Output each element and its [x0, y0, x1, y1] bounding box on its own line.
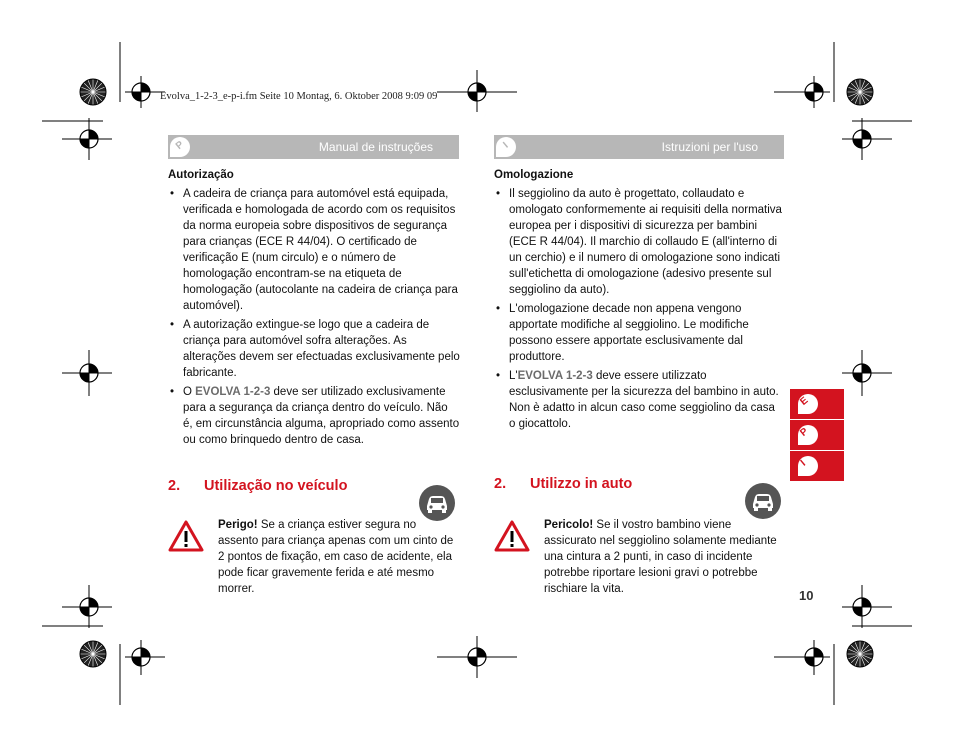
content-left	[168, 169, 460, 451]
side-tab-p	[790, 420, 844, 450]
list-item: • L'omologazione decade non appena vengono apportate modifiche al seggiolino. Le modifiche possono essere apportate esclusivamente dal produttore.	[494, 301, 784, 365]
section-title: Utilizzo in auto	[530, 476, 633, 492]
language-band-right	[494, 135, 784, 159]
list-item: • A cadeira de criança para automóvel está equipada, verificada e homologada de acordo com os requisitos da norma europeia sobre dispositivos de segurança para crianças (ECE R 44/04). O certificado de verificação E (num circulo) e o número de homologação encontram-se na etiqueta de homologação (autocolante na cadeira de criança para automóvel).	[168, 186, 460, 314]
section-number: 2.	[168, 478, 181, 494]
page-number: 10	[799, 588, 814, 603]
bullet-list	[494, 186, 784, 432]
list-item: • O EVOLVA 1-2-3 deve ser utilizado exclusivamente para a segurança da criança dentro do veículo. Não é, em circunstância alguma, apropriado como assento ou como brinquedo dentro de casa.	[168, 384, 460, 448]
section-title-left	[168, 478, 347, 494]
warning-text-left: Perigo! Se a criança estiver segura no assento para criança apenas com um cinto de 2 pontos de fixação, em caso de acidente, ela pode ficar gravemente ferida e até mesmo morrer.	[218, 519, 454, 595]
product-name: EVOLVA 1-2-3	[195, 386, 271, 398]
product-name: EVOLVA 1-2-3	[517, 370, 593, 382]
side-tab-letter: P	[798, 426, 811, 439]
section-title: Utilização no veículo	[204, 478, 348, 494]
warning-icon	[168, 520, 204, 552]
side-tab-i	[790, 451, 844, 481]
warning-label: Perigo!	[218, 519, 258, 531]
language-band-left	[168, 135, 459, 159]
warning-label: Pericolo!	[544, 519, 594, 531]
section-heading: Omologazione	[494, 169, 574, 181]
bullet-list	[168, 186, 460, 448]
warning-text-right: Pericolo! Se il vostro bambino viene assicurato nel seggiolino solamente mediante una cintura a 2 punti, in caso di incidente potrebbe riportare lesioni gravi o potrebbe rischiare la vita.	[544, 519, 777, 595]
band-title: Manual de instruções	[318, 140, 433, 154]
car-icon	[744, 482, 782, 520]
list-item: • A autorização extingue-se logo que a cadeira de criança para automóvel sofra alterações. As alterações devem ser efectuadas exclusivamente pelo fabricante.	[168, 317, 460, 381]
section-number: 2.	[494, 476, 507, 492]
file-header: Evolva_1-2-3_e-p-i.fm Seite 10 Montag, 6. Oktober 2008 9:09 09	[160, 91, 438, 102]
section-title-right	[494, 476, 632, 492]
side-tab-e	[790, 389, 844, 419]
band-title: Istruzioni per l'uso	[661, 140, 758, 154]
section-heading: Autorização	[168, 169, 234, 181]
language-letter: P	[173, 139, 187, 152]
warning-icon	[494, 520, 530, 552]
list-item: • L'EVOLVA 1-2-3 deve essere utilizzato esclusivamente per la sicurezza del bambino in auto. Non è adatto in alcun caso come seggiolino da casa o giocattolo.	[494, 368, 784, 432]
side-tab-letter: E	[798, 395, 811, 408]
list-item: • Il seggiolino da auto è progettato, collaudato e omologato conformemente ai requisiti della normativa europea per i dispositivi di sicurezza per bambini (ECE R 44/04). Il marchio di collaudo E (all'interno di un cerchio) e il numero di omologazione sono indicati sull'etichetta di omologazione (adesivo presente sul seggiolino da auto).	[494, 186, 784, 298]
content-right	[494, 169, 784, 435]
side-tab-letter: I	[798, 458, 808, 469]
language-letter: I	[501, 140, 511, 151]
